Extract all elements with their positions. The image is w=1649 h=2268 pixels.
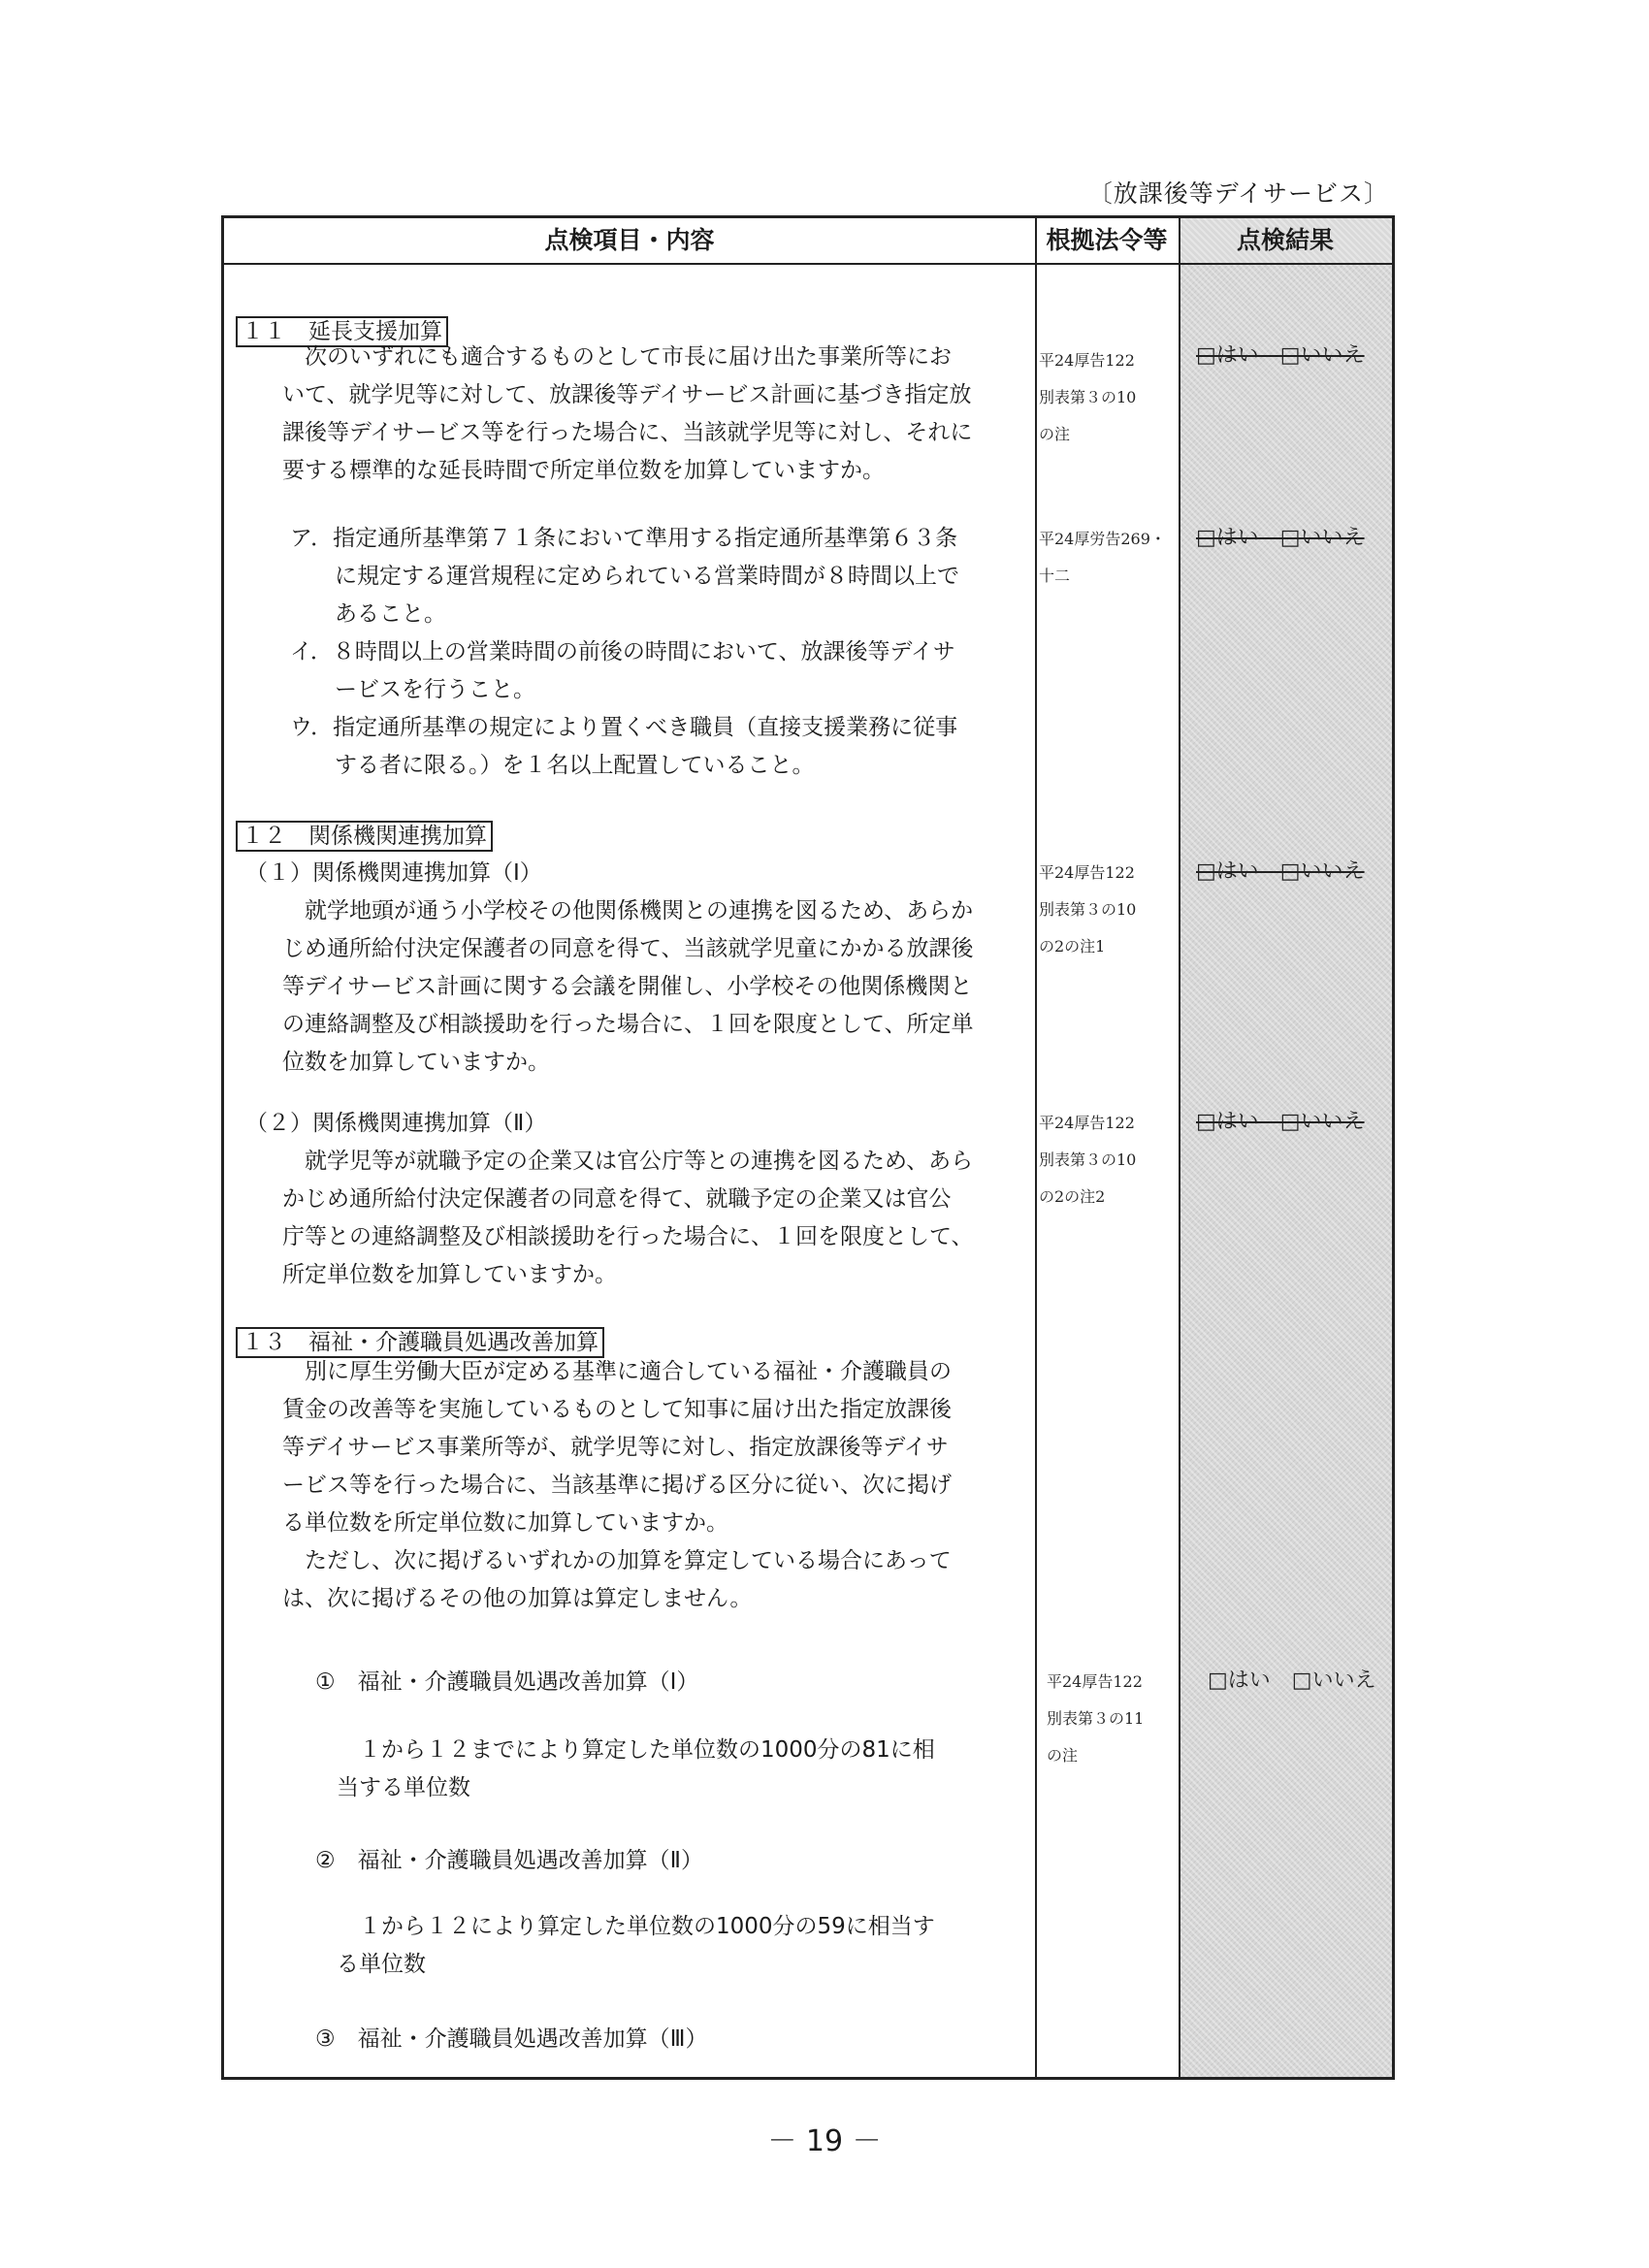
- s13-item2-title: ② 福祉・介護職員処遇改善加算（Ⅱ）: [315, 1848, 703, 1873]
- s12-p2-body-2: かじめ通所給付決定保護者の同意を得て、就職予定の企業又は官公: [282, 1186, 952, 1212]
- s11-law2-2: 十二: [1039, 567, 1071, 585]
- s12-p2-law-2: 別表第３の10: [1039, 1150, 1137, 1169]
- checklist-table: [221, 215, 1395, 2080]
- s13-item2-body-2: る単位数: [337, 1952, 426, 1977]
- s11-i-2: ービスを行うこと。: [290, 677, 535, 702]
- column-header-item: 点検項目・内容: [544, 226, 715, 254]
- column-divider: [1035, 218, 1037, 2077]
- page-number: － 19 －: [767, 2124, 882, 2158]
- s12-p1-body-5: 位数を加算していますか。: [282, 1050, 550, 1075]
- column-divider: [1179, 218, 1180, 2077]
- section-11-title: １１ 延長支援加算: [236, 316, 448, 347]
- s13-item1-law-3: の注: [1047, 1746, 1079, 1765]
- section-tag: 〔放課後等デイサービス〕: [1087, 179, 1389, 208]
- s11-result-checkbox[interactable]: □はい □いいえ: [1196, 343, 1365, 368]
- section-13-title: １３ 福祉・介護職員処遇改善加算: [236, 1327, 604, 1358]
- s12-p1-body-1: 就学地頭が通う小学校その他関係機関との連携を図るため、あらか: [282, 898, 974, 923]
- s11-a-2: に規定する運営規程に定められている営業時間が８時間以上で: [290, 564, 959, 589]
- s13-body-6: ただし、次に掲げるいずれかの加算を算定している場合にあって: [282, 1548, 952, 1573]
- s11-body-4: 要する標準的な延長時間で所定単位数を加算していますか。: [282, 458, 885, 483]
- s13-item3-title: ③ 福祉・介護職員処遇改善加算（Ⅲ）: [315, 2026, 708, 2052]
- s13-item2-body-1: １から１２により算定した単位数の1000分の59に相当す: [337, 1914, 935, 1939]
- column-header-result: 点検結果: [1236, 226, 1334, 254]
- s12-p2-body-1: 就学児等が就職予定の企業又は官公庁等との連携を図るため、あら: [282, 1149, 974, 1174]
- s12-p1-body-4: の連絡調整及び相談援助を行った場合に、１回を限度として、所定単: [282, 1012, 974, 1037]
- s11-law-1: 平24厚告122: [1039, 351, 1135, 370]
- s13-item1-title: ① 福祉・介護職員処遇改善加算（Ⅰ）: [315, 1669, 699, 1695]
- s12-p1-body-3: 等デイサービス計画に関する会議を開催し、小学校その他関係機関と: [282, 974, 973, 999]
- s11-result2-checkbox[interactable]: □はい □いいえ: [1196, 526, 1365, 550]
- s12-p2-law-3: の2の注2: [1039, 1187, 1106, 1206]
- s11-body-3: 課後等デイサービス等を行った場合に、当該就学児等に対し、それに: [282, 420, 973, 445]
- s11-u-2: する者に限る。）を１名以上配置していること。: [290, 753, 815, 778]
- s11-a-1: ア．指定通所基準第７１条において準用する指定通所基準第６３条: [290, 526, 958, 551]
- s12-p1-result-checkbox[interactable]: □はい □いいえ: [1196, 859, 1365, 884]
- s11-a-3: あること。: [290, 601, 446, 627]
- s13-item1-body-2: 当する単位数: [337, 1775, 470, 1800]
- s12-p1-law-1: 平24厚告122: [1039, 863, 1135, 882]
- s13-body-5: る単位数を所定単位数に加算していますか。: [282, 1510, 728, 1536]
- s11-law2-1: 平24厚労告269・: [1039, 530, 1166, 548]
- s12-p2-result-checkbox[interactable]: □はい □いいえ: [1196, 1110, 1365, 1134]
- s13-body-3: 等デイサービス事業所等が、就学児等に対し、指定放課後等デイサ: [282, 1435, 949, 1460]
- s11-law-2: 別表第３の10: [1039, 388, 1137, 406]
- s12-p2-body-4: 所定単位数を加算していますか。: [282, 1262, 617, 1287]
- s12-p1-law-2: 別表第３の10: [1039, 900, 1137, 919]
- s11-body-1: 次のいずれにも適合するものとして市長に届け出た事業所等にお: [282, 344, 952, 370]
- s11-i-1: イ．８時間以上の営業時間の前後の時間において、放課後等デイサ: [290, 639, 955, 664]
- s12-p2-title: （２）関係機関連携加算（Ⅱ）: [245, 1111, 547, 1136]
- s11-law-3: の注: [1039, 425, 1071, 443]
- section-12-title: １２ 関係機関連携加算: [236, 821, 493, 852]
- s13-body-7: は、次に掲げるその他の加算は算定しません。: [282, 1586, 753, 1611]
- s13-item1-result-checkbox[interactable]: □はい □いいえ: [1208, 1669, 1376, 1693]
- s12-p1-title: （１）関係機関連携加算（Ⅰ）: [245, 860, 542, 886]
- column-header-law: 根拠法令等: [1046, 226, 1168, 254]
- s12-p2-body-3: 庁等との連絡調整及び相談援助を行った場合に、１回を限度として、: [282, 1224, 974, 1249]
- s13-body-4: ービス等を行った場合に、当該基準に掲げる区分に従い、次に掲げ: [282, 1473, 952, 1498]
- s11-u-1: ウ．指定通所基準の規定により置くべき職員（直接支援業務に従事: [290, 715, 958, 740]
- s12-p2-law-1: 平24厚告122: [1039, 1114, 1135, 1132]
- s13-body-1: 別に厚生労働大臣が定める基準に適合している福祉・介護職員の: [282, 1359, 952, 1384]
- s12-p1-law-3: の2の注1: [1039, 937, 1106, 956]
- s11-body-2: いて、就学児等に対して、放課後等デイサービス計画に基づき指定放: [282, 382, 972, 407]
- s12-p1-body-2: じめ通所給付決定保護者の同意を得て、当該就学児童にかかる放課後: [282, 936, 974, 961]
- s13-item1-body-1: １から１２までにより算定した単位数の1000分の81に相: [337, 1737, 935, 1763]
- s13-item1-law-2: 別表第３の11: [1047, 1709, 1145, 1728]
- s13-item1-law-1: 平24厚告122: [1047, 1672, 1143, 1691]
- s13-body-2: 賃金の改善等を実施しているものとして知事に届け出た指定放課後: [282, 1397, 952, 1422]
